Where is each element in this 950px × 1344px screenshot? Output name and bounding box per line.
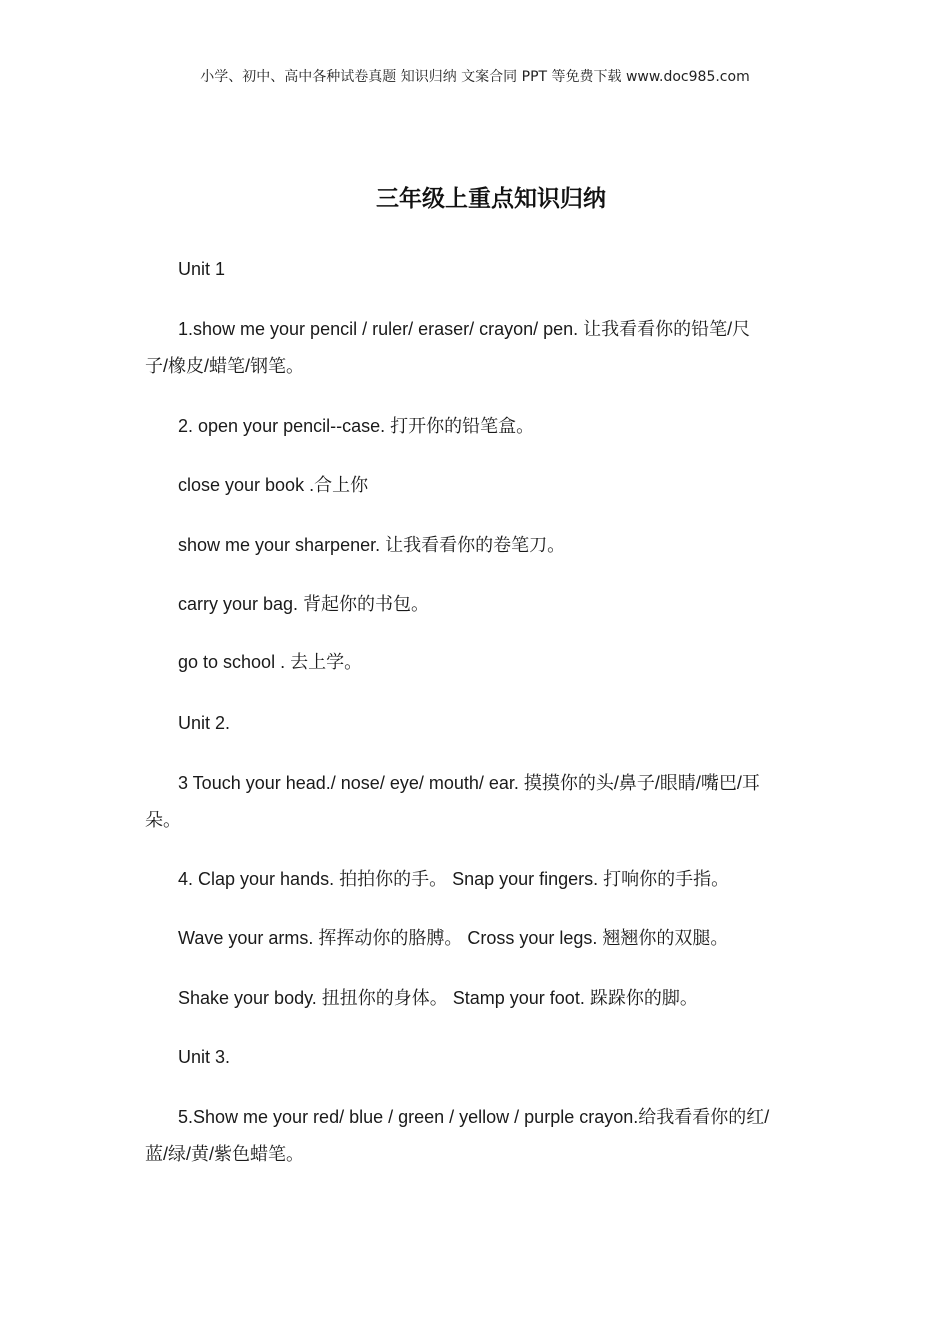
paragraph-line: 子/橡皮/蜡笔/钢笔。 bbox=[145, 356, 305, 376]
unit-heading: Unit 3. bbox=[178, 1047, 231, 1067]
paragraph-line: Wave your arms. 挥挥动你的胳膊。 Cross your legs. 翘翘你的双腿。 bbox=[178, 928, 729, 948]
paragraph-line: 3 Touch your head./ nose/ eye/ mouth/ ear. 摸摸你的头/鼻子/眼睛/嘴巴/耳 bbox=[178, 773, 760, 793]
paragraph-line: carry your bag. 背起你的书包。 bbox=[178, 594, 430, 614]
paragraph-line: 1.show me your pencil / ruler/ eraser/ crayon/ pen. 让我看看你的铅笔/尺 bbox=[178, 319, 751, 339]
paragraph-line: go to school . 去上学。 bbox=[178, 652, 363, 672]
paragraph-line: show me your sharpener. 让我看看你的卷笔刀。 bbox=[178, 535, 566, 555]
paragraph-line: 朵。 bbox=[145, 810, 181, 830]
document-title: 三年级上重点知识归纳 bbox=[376, 186, 606, 212]
unit-heading: Unit 2. bbox=[178, 713, 231, 733]
paragraph-line: close your book .合上你 bbox=[178, 475, 369, 495]
paragraph-line: Shake your body. 扭扭你的身体。 Stamp your foot. 跺跺你的脚。 bbox=[178, 988, 698, 1008]
paragraph-line: 4. Clap your hands. 拍拍你的手。 Snap your fingers. 打响你的手指。 bbox=[178, 869, 730, 889]
paragraph-line: 2. open your pencil--case. 打开你的铅笔盒。 bbox=[178, 416, 535, 436]
paragraph-line: 5.Show me your red/ blue / green / yellow / purple crayon.给我看看你的红/ bbox=[178, 1107, 770, 1127]
paragraph-line: 蓝/绿/黄/紫色蜡笔。 bbox=[145, 1144, 305, 1164]
unit-heading: Unit 1 bbox=[178, 259, 226, 279]
page-header: 小学、初中、高中各种试卷真题 知识归纳 文案合同 PPT 等免费下载 www.doc985.com bbox=[200, 69, 750, 85]
